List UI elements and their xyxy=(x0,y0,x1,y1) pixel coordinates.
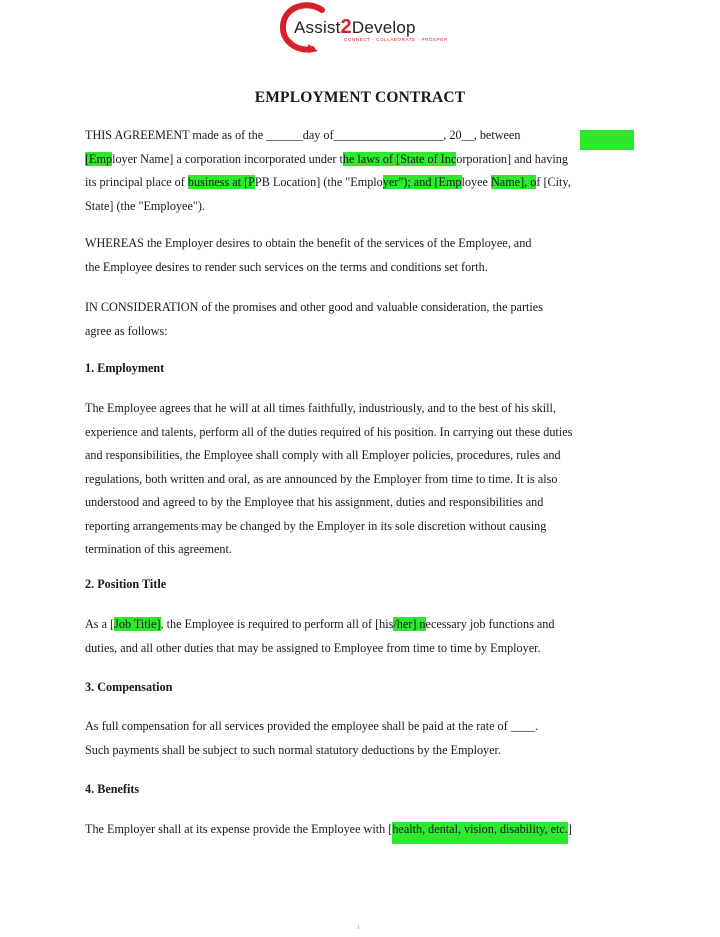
whereas-line-1: WHEREAS the Employer desires to obtain the benefit of the services of the Employee, and xyxy=(85,236,532,250)
employment-line: The Employee agrees that he will at all times faithfully, industriously, and to the best of his skill, xyxy=(85,401,556,415)
preamble-line-3: its principal place of business at [PPB Location] (the "Employer"); and [Employee Name], of [City, xyxy=(85,175,571,189)
logo-tagline: CONNECT · COLLABORATE · PROSPER xyxy=(344,37,448,42)
preamble-line-1: THIS AGREEMENT made as of the ______day of__________________, 20__, between xyxy=(85,128,521,142)
consideration-line-1: IN CONSIDERATION of the promises and other good and valuable consideration, the parties xyxy=(85,300,543,314)
employment-line: understood and agreed to by the Employee that his assignment, duties and responsibilities and xyxy=(85,495,544,509)
compensation-line-1: As full compensation for all services provided the employee shall be paid at the rate of ____. xyxy=(85,719,539,733)
preamble-paragraph xyxy=(85,124,645,218)
preamble-line-2: [Employer Name] a corporation incorporated under the laws of [State of Incorporation] and having xyxy=(85,151,568,166)
company-logo xyxy=(278,2,448,54)
consideration-line-2: agree as follows: xyxy=(85,323,168,338)
position-paragraph xyxy=(85,613,645,660)
section-heading-position-title: 2. Position Title xyxy=(85,577,167,591)
position-line-1: As a [Job Title], the Employee is required to perform all of [his/her] necessary job functions and xyxy=(85,617,555,631)
employment-line: regulations, both written and oral, as are announced by the Employer from time to time. It is also xyxy=(85,471,558,486)
section-heading-compensation: 3. Compensation xyxy=(85,680,173,694)
employment-line: and responsibilities, the Employee shall comply with all Employer policies, procedures, rules and xyxy=(85,448,561,462)
compensation-paragraph xyxy=(85,715,645,762)
document-title: EMPLOYMENT CONTRACT xyxy=(254,89,466,106)
preamble-line-4: State] (the "Employee"). xyxy=(85,198,205,213)
consideration-paragraph xyxy=(85,296,645,343)
benefits-line-1: The Employer shall at its expense provide the Employee with [health, dental, vision, disability, etc.] xyxy=(85,818,645,842)
employment-line: experience and talents, perform all of the duties required of his position. In carrying out these duties xyxy=(85,424,573,439)
section-heading-employment: 1. Employment xyxy=(85,361,165,375)
compensation-line-2: Such payments shall be subject to such normal statutory deductions by the Employer. xyxy=(85,742,501,757)
employment-paragraph xyxy=(85,397,645,562)
position-line-2: duties, and all other duties that may be assigned to Employee from time to time by Employer. xyxy=(85,640,541,655)
whereas-paragraph xyxy=(85,232,645,279)
employment-line: reporting arrangements may be changed by the Employer in its sole discretion without causing xyxy=(85,518,547,533)
logo-wordmark: Assist2Develop xyxy=(294,16,416,38)
page-number: 1 xyxy=(357,925,360,931)
whereas-line-2: the Employee desires to render such services on the terms and conditions set forth. xyxy=(85,259,488,274)
benefits-paragraph xyxy=(85,818,645,842)
section-heading-benefits: 4. Benefits xyxy=(85,782,140,796)
employment-line: termination of this agreement. xyxy=(85,542,232,556)
